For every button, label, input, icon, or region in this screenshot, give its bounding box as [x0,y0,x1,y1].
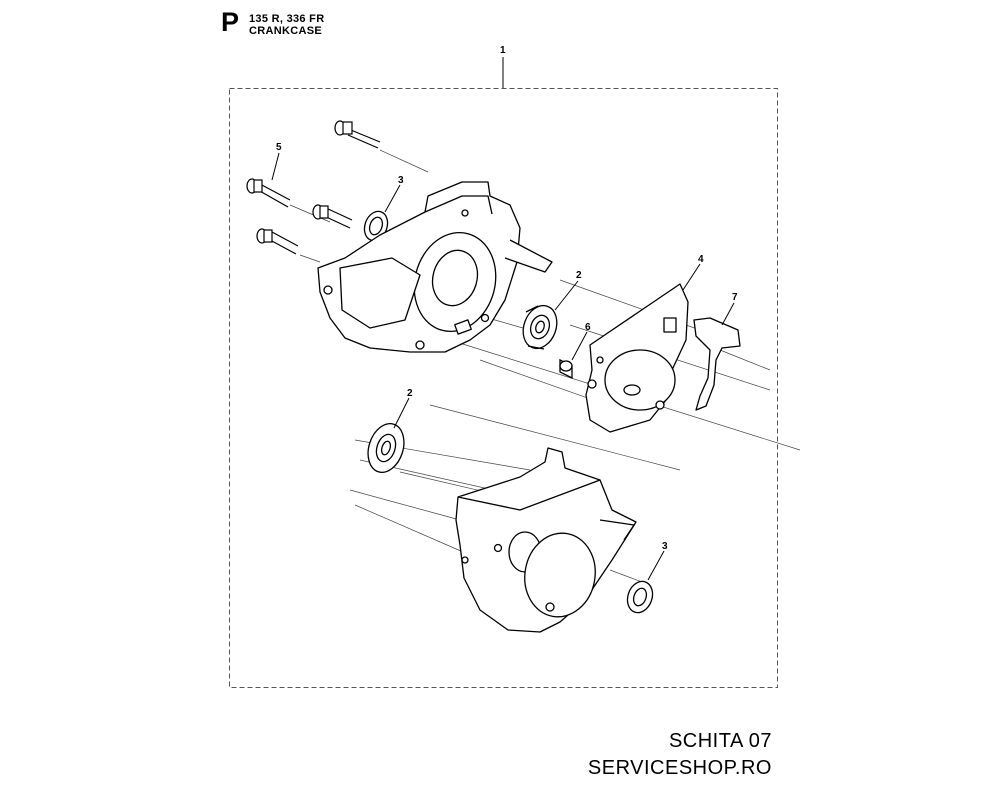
callout-seal-upper: 3 [398,175,404,186]
ball-bearing-lower [362,419,410,477]
retaining-clip [694,318,740,410]
screw-top [335,121,380,148]
screw-a [247,179,290,207]
callout-assembly: 1 [500,45,506,56]
callout-bearing-upper: 2 [576,270,582,281]
oil-seal-lower [623,578,656,616]
diagram-title: CRANKCASE [249,25,322,37]
model-numbers: 135 R, 336 FR [249,13,325,25]
sheet-label: SCHITA 07 [668,730,772,752]
site-label: SERVICESHOP.RO [587,757,772,779]
callout-seal-lower: 3 [662,541,668,552]
section-letter: P [221,7,240,37]
callout-bearing-lower: 2 [407,388,413,399]
callout-clip: 7 [732,292,738,303]
callout-gasket: 4 [698,254,704,265]
screw-b [313,205,352,228]
crankcase-lower-half [456,448,636,632]
callout-screws: 5 [276,142,282,153]
screw-c [257,229,298,254]
callout-sleeve: 6 [585,322,591,333]
